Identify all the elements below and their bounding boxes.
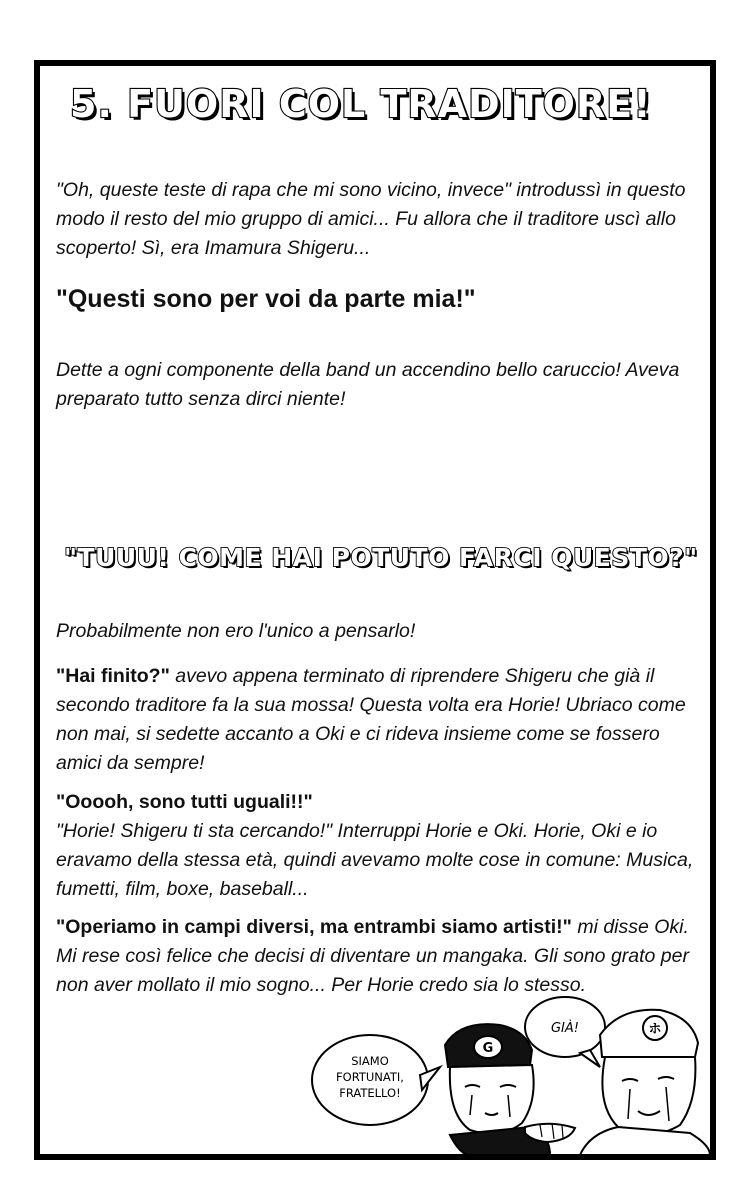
chapter-title: 5. FUORI COL TRADITORE! — [70, 82, 652, 126]
cap-emblem-right: ホ — [648, 1022, 662, 1037]
bubble-left-line-3: FRATELLO! — [339, 1086, 401, 1100]
quote-artists: "Operiamo in campi diversi, ma entrambi siamo artisti!" — [56, 916, 572, 938]
paragraph-all-same-text: "Horie! Shigeru ti sta cercando!" Interruppi Horie e Oki. Horie, Oki e io eravamo della stessa età, quindi avevamo molte cose in comune: Musica, fumetti, film, boxe, baseball... — [56, 820, 694, 900]
paragraph-lighter: Dette a ogni componente della band un accendino bello caruccio! Aveva preparato tutto senza dirci niente! — [56, 359, 680, 410]
quote-gift: "Questi sono per voi da parte mia!" — [56, 285, 476, 313]
paragraph-intro: "Oh, queste teste di rapa che mi sono vicino, invece" introdussì in questo modo il resto del mio gruppo di amici... Fu allora che il traditore uscì allo scoperto! Sì, era Imamura Shigeru... — [56, 179, 686, 259]
bubble-right-text: GIÀ! — [550, 1021, 580, 1036]
handshake-drawing — [525, 1123, 575, 1142]
subheading-exclamation: "TUUU! COME HAI POTUTO FARCI QUESTO?" — [64, 543, 698, 572]
paragraph-second-traitor — [56, 662, 706, 778]
illustration-two-men — [300, 995, 710, 1155]
bubble-left-line-2: FORTUNATI, — [336, 1070, 404, 1084]
cap-emblem-left: G — [482, 1041, 494, 1056]
bubble-left-line-1: SIAMO — [351, 1054, 389, 1068]
paragraph-thought: Probabilmente non ero l'unico a pensarlo! — [56, 620, 416, 642]
speech-bubble-right — [525, 997, 605, 1067]
speech-bubble-left — [312, 1035, 440, 1125]
paragraph-artists-text: mi disse Oki. Mi rese così felice che decisi di diventare un mangaka. Gli sono grato per non aver mollato il mio sogno... Per Horie credo sia lo stesso. — [56, 916, 689, 996]
paragraph-all-same — [56, 788, 706, 904]
paragraph-second-traitor-text: avevo appena terminato di riprendere Shigeru che già il secondo traditore fa la sua mossa! Questa volta era Horie! Ubriaco come non mai, si sedette accanto a Oki e ci rideva insieme come se fossero amici da sempre! — [56, 665, 686, 774]
quote-all-same: "Ooooh, sono tutti uguali!!" — [56, 791, 313, 813]
paragraph-artists — [56, 913, 706, 1000]
quote-finished: "Hai finito?" — [56, 665, 170, 687]
